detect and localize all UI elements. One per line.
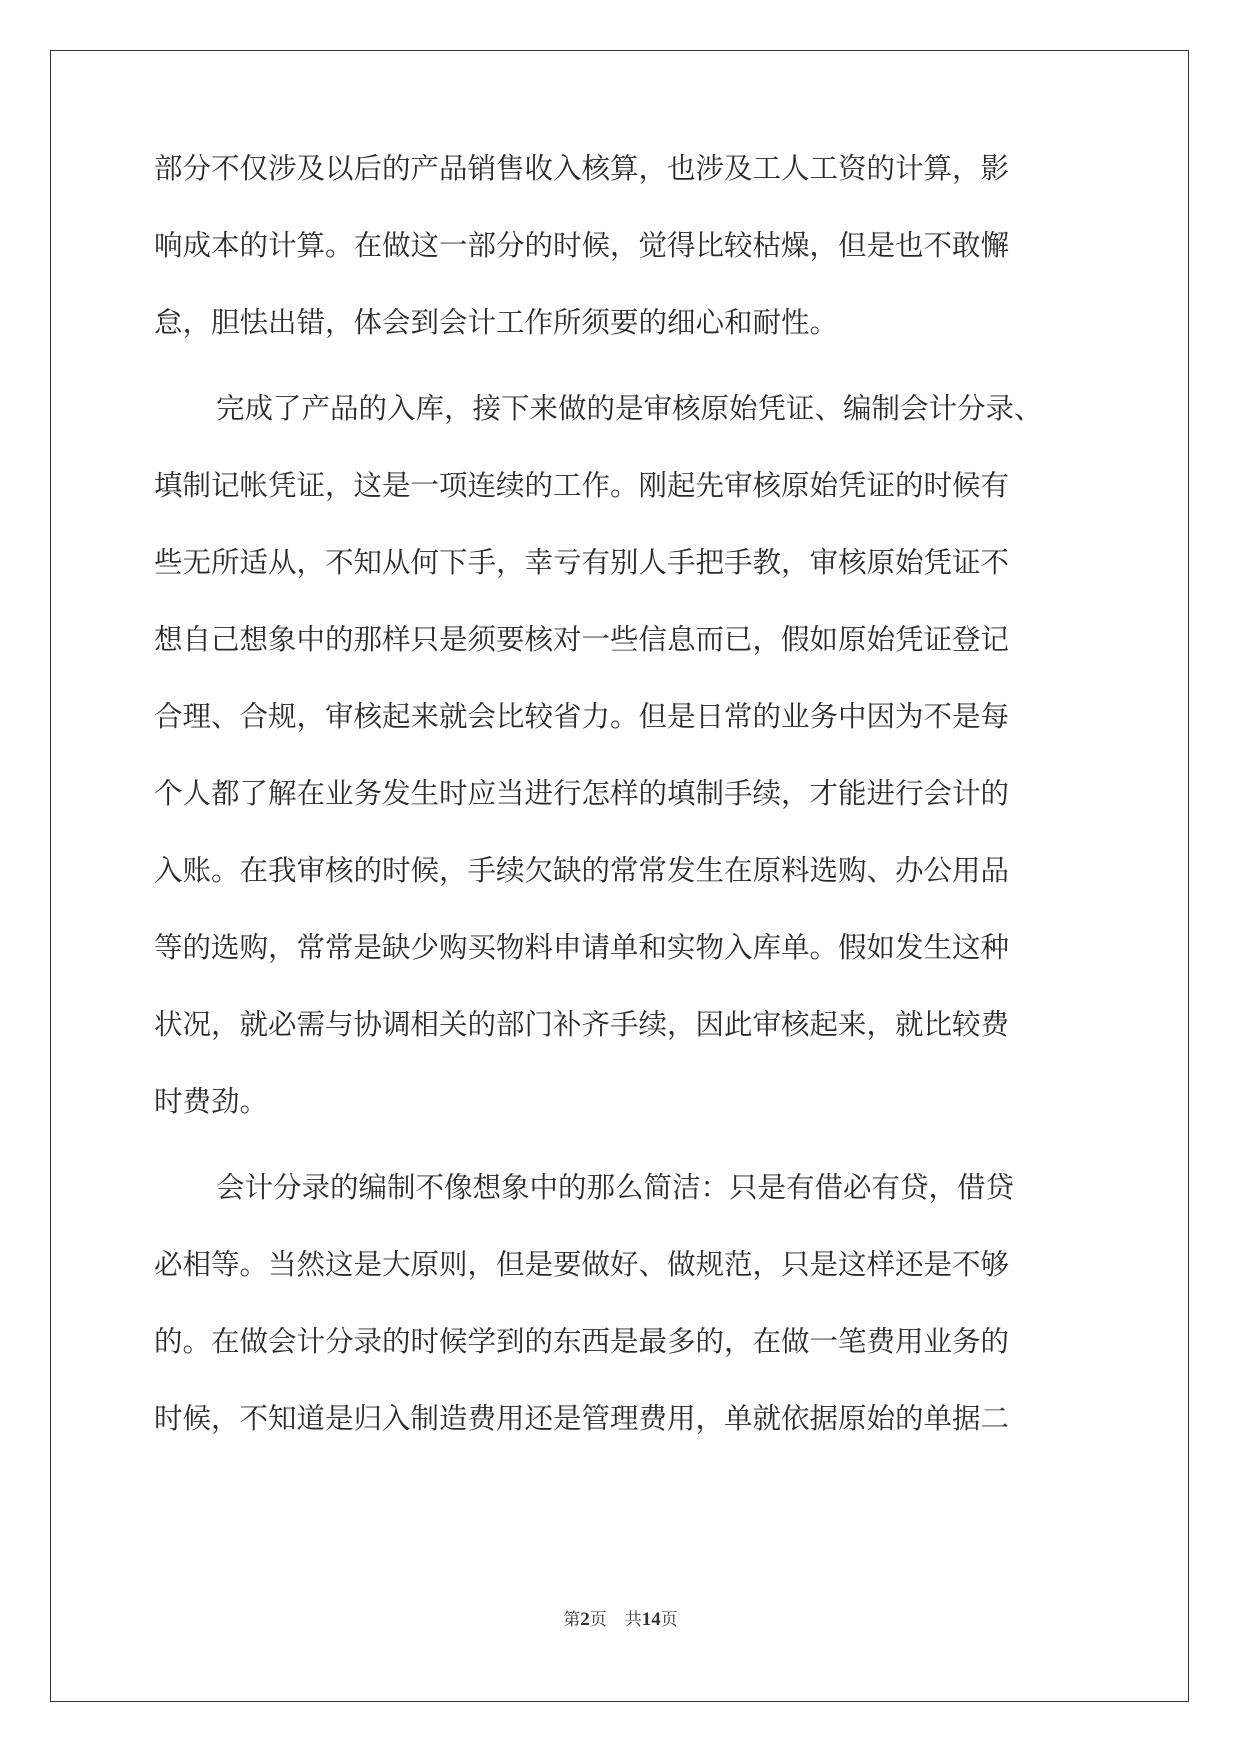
body-line-9: 个人都了解在业务发生时应当进行怎样的填制手续，才能进行会计的 [154, 777, 1010, 810]
body-line-14: 会计分录的编制不像想象中的那么简洁：只是有借必有贷，借贷 [216, 1171, 1015, 1204]
body-line-11: 等的选购，常常是缺少购买物料申请单和实物入库单。假如发生这种 [154, 931, 1010, 964]
body-line-3: 怠，胆怯出错，体会到会计工作所须要的细心和耐性。 [154, 306, 839, 339]
body-line-17: 时候，不知道是归入制造费用还是管理费用，单就依据原始的单据二 [154, 1402, 1010, 1435]
body-line-12: 状况，就必需与协调相关的部门补齐手续，因此审核起来，就比较费 [154, 1008, 1010, 1041]
total-suffix: 页 [660, 1610, 678, 1630]
body-line-6: 些无所适从，不知从何下手，幸亏有别人手把手教，审核原始凭证不 [154, 546, 1010, 579]
body-line-13: 时费劲。 [154, 1085, 269, 1118]
body-line-16: 的。在做会计分录的时候学到的东西是最多的，在做一笔费用业务的 [154, 1325, 1010, 1358]
page-suffix: 页 [589, 1610, 607, 1630]
page-prefix: 第 [563, 1610, 581, 1630]
body-line-5: 填制记帐凭证，这是一项连续的工作。刚起先审核原始凭证的时候有 [154, 469, 1010, 502]
body-line-15: 必相等。当然这是大原则，但是要做好、做规范，只是这样还是不够 [154, 1248, 1010, 1281]
body-line-7: 想自己想象中的那样只是须要核对一些信息而已，假如原始凭证登记 [154, 623, 1010, 656]
body-line-1: 部分不仅涉及以后的产品销售收入核算，也涉及工人工资的计算，影 [154, 152, 1010, 185]
body-line-2: 响成本的计算。在做这一部分的时候，觉得比较枯燥，但是也不敢懈 [154, 229, 1010, 262]
total-pages: 14 [641, 1609, 661, 1630]
page-number: 2 [580, 1609, 590, 1630]
total-prefix: 共 [624, 1610, 642, 1630]
body-line-8: 合理、合规，审核起来就会比较省力。但是日常的业务中因为不是每 [154, 700, 1010, 733]
body-line-4: 完成了产品的入库，接下来做的是审核原始凭证、编制会计分录、 [216, 392, 1043, 425]
page-footer [0, 1605, 1241, 1631]
body-line-10: 入账。在我审核的时候，手续欠缺的常常发生在原料选购、办公用品 [154, 854, 1010, 887]
